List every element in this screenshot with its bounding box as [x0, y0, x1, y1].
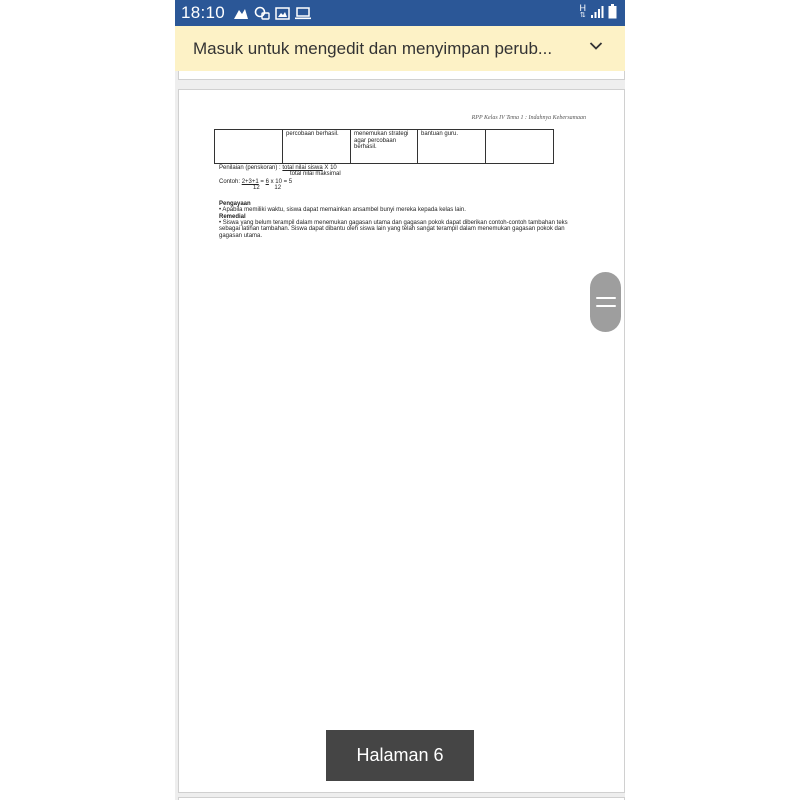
status-time: 18:10	[181, 3, 226, 22]
screen-icon	[295, 7, 311, 20]
table-cell	[486, 130, 554, 164]
document-header: RPP Kelas IV Tema 1 : Indahnya Kebersamaan	[471, 115, 586, 121]
scoring-multiplier: X 10	[324, 165, 337, 171]
example-equals: =	[260, 178, 264, 185]
phone-screen	[175, 0, 625, 800]
status-icons-right	[580, 4, 618, 19]
sign-in-banner-text[interactable]: Masuk untuk mengedit dan menyimpan perub...	[193, 38, 553, 58]
scoring-numerator: total nilai siswa	[282, 165, 323, 171]
remedial-text: • Siswa yang belum terampil dalam menemukan gagasan utama dan gagasan pokok dapat diberikan contoh-contoh tambahan teks sebagai latihan tambahan. Siswa dapat dibantu oleh siswa lain yang telah sangat terampil dalam menemukan gagasan pokok dan gagasan utama.	[219, 220, 568, 239]
app-icon	[254, 6, 270, 20]
example-tail: x 10 = 5	[270, 178, 293, 185]
image-icon	[275, 7, 290, 20]
notification-icon	[233, 6, 249, 20]
assessment-table	[214, 129, 554, 164]
remedial-heading: Remedial	[219, 213, 246, 220]
table-row	[215, 130, 554, 164]
example-denominator-2: 12	[274, 184, 282, 191]
example-numerator-2: 6	[265, 178, 269, 185]
table-cell	[215, 130, 283, 164]
network-type-label: H	[579, 3, 586, 13]
example-denominator: 12	[253, 184, 260, 191]
scoring-label: Penilaian (penskoran) :	[219, 165, 281, 171]
document-page	[178, 89, 625, 793]
table-cell: percobaan berhasil.	[283, 130, 351, 164]
document-body	[219, 165, 579, 239]
enrichment-heading: Pengayaan	[219, 201, 251, 208]
enrichment-text: • Apabila memiliki waktu, siswa dapat memainkan ansambel bunyi mereka kepada kelas lain.	[219, 207, 466, 214]
previous-page-edge	[178, 71, 625, 80]
signal-icon	[590, 5, 604, 19]
scoring-denominator: total nilai maksimal	[290, 171, 341, 178]
chevron-down-icon[interactable]	[589, 41, 603, 51]
table-cell: menemukan strategi agar percobaan berhasil.	[351, 130, 418, 164]
scroll-handle-grip	[596, 297, 616, 299]
example-label: Contoh:	[219, 178, 241, 185]
status-icons-left	[233, 6, 311, 20]
network-h-icon: H ⇅	[579, 3, 586, 19]
sign-in-banner[interactable]	[175, 26, 625, 71]
table-cell: bantuan guru.	[418, 130, 486, 164]
scroll-handle-grip	[596, 305, 616, 307]
page-indicator-toast: Halaman 6	[326, 730, 474, 781]
fast-scroll-handle[interactable]	[590, 272, 621, 332]
status-bar	[175, 0, 625, 26]
example-numerator: 2+3+1	[241, 178, 259, 185]
battery-icon	[608, 4, 617, 19]
